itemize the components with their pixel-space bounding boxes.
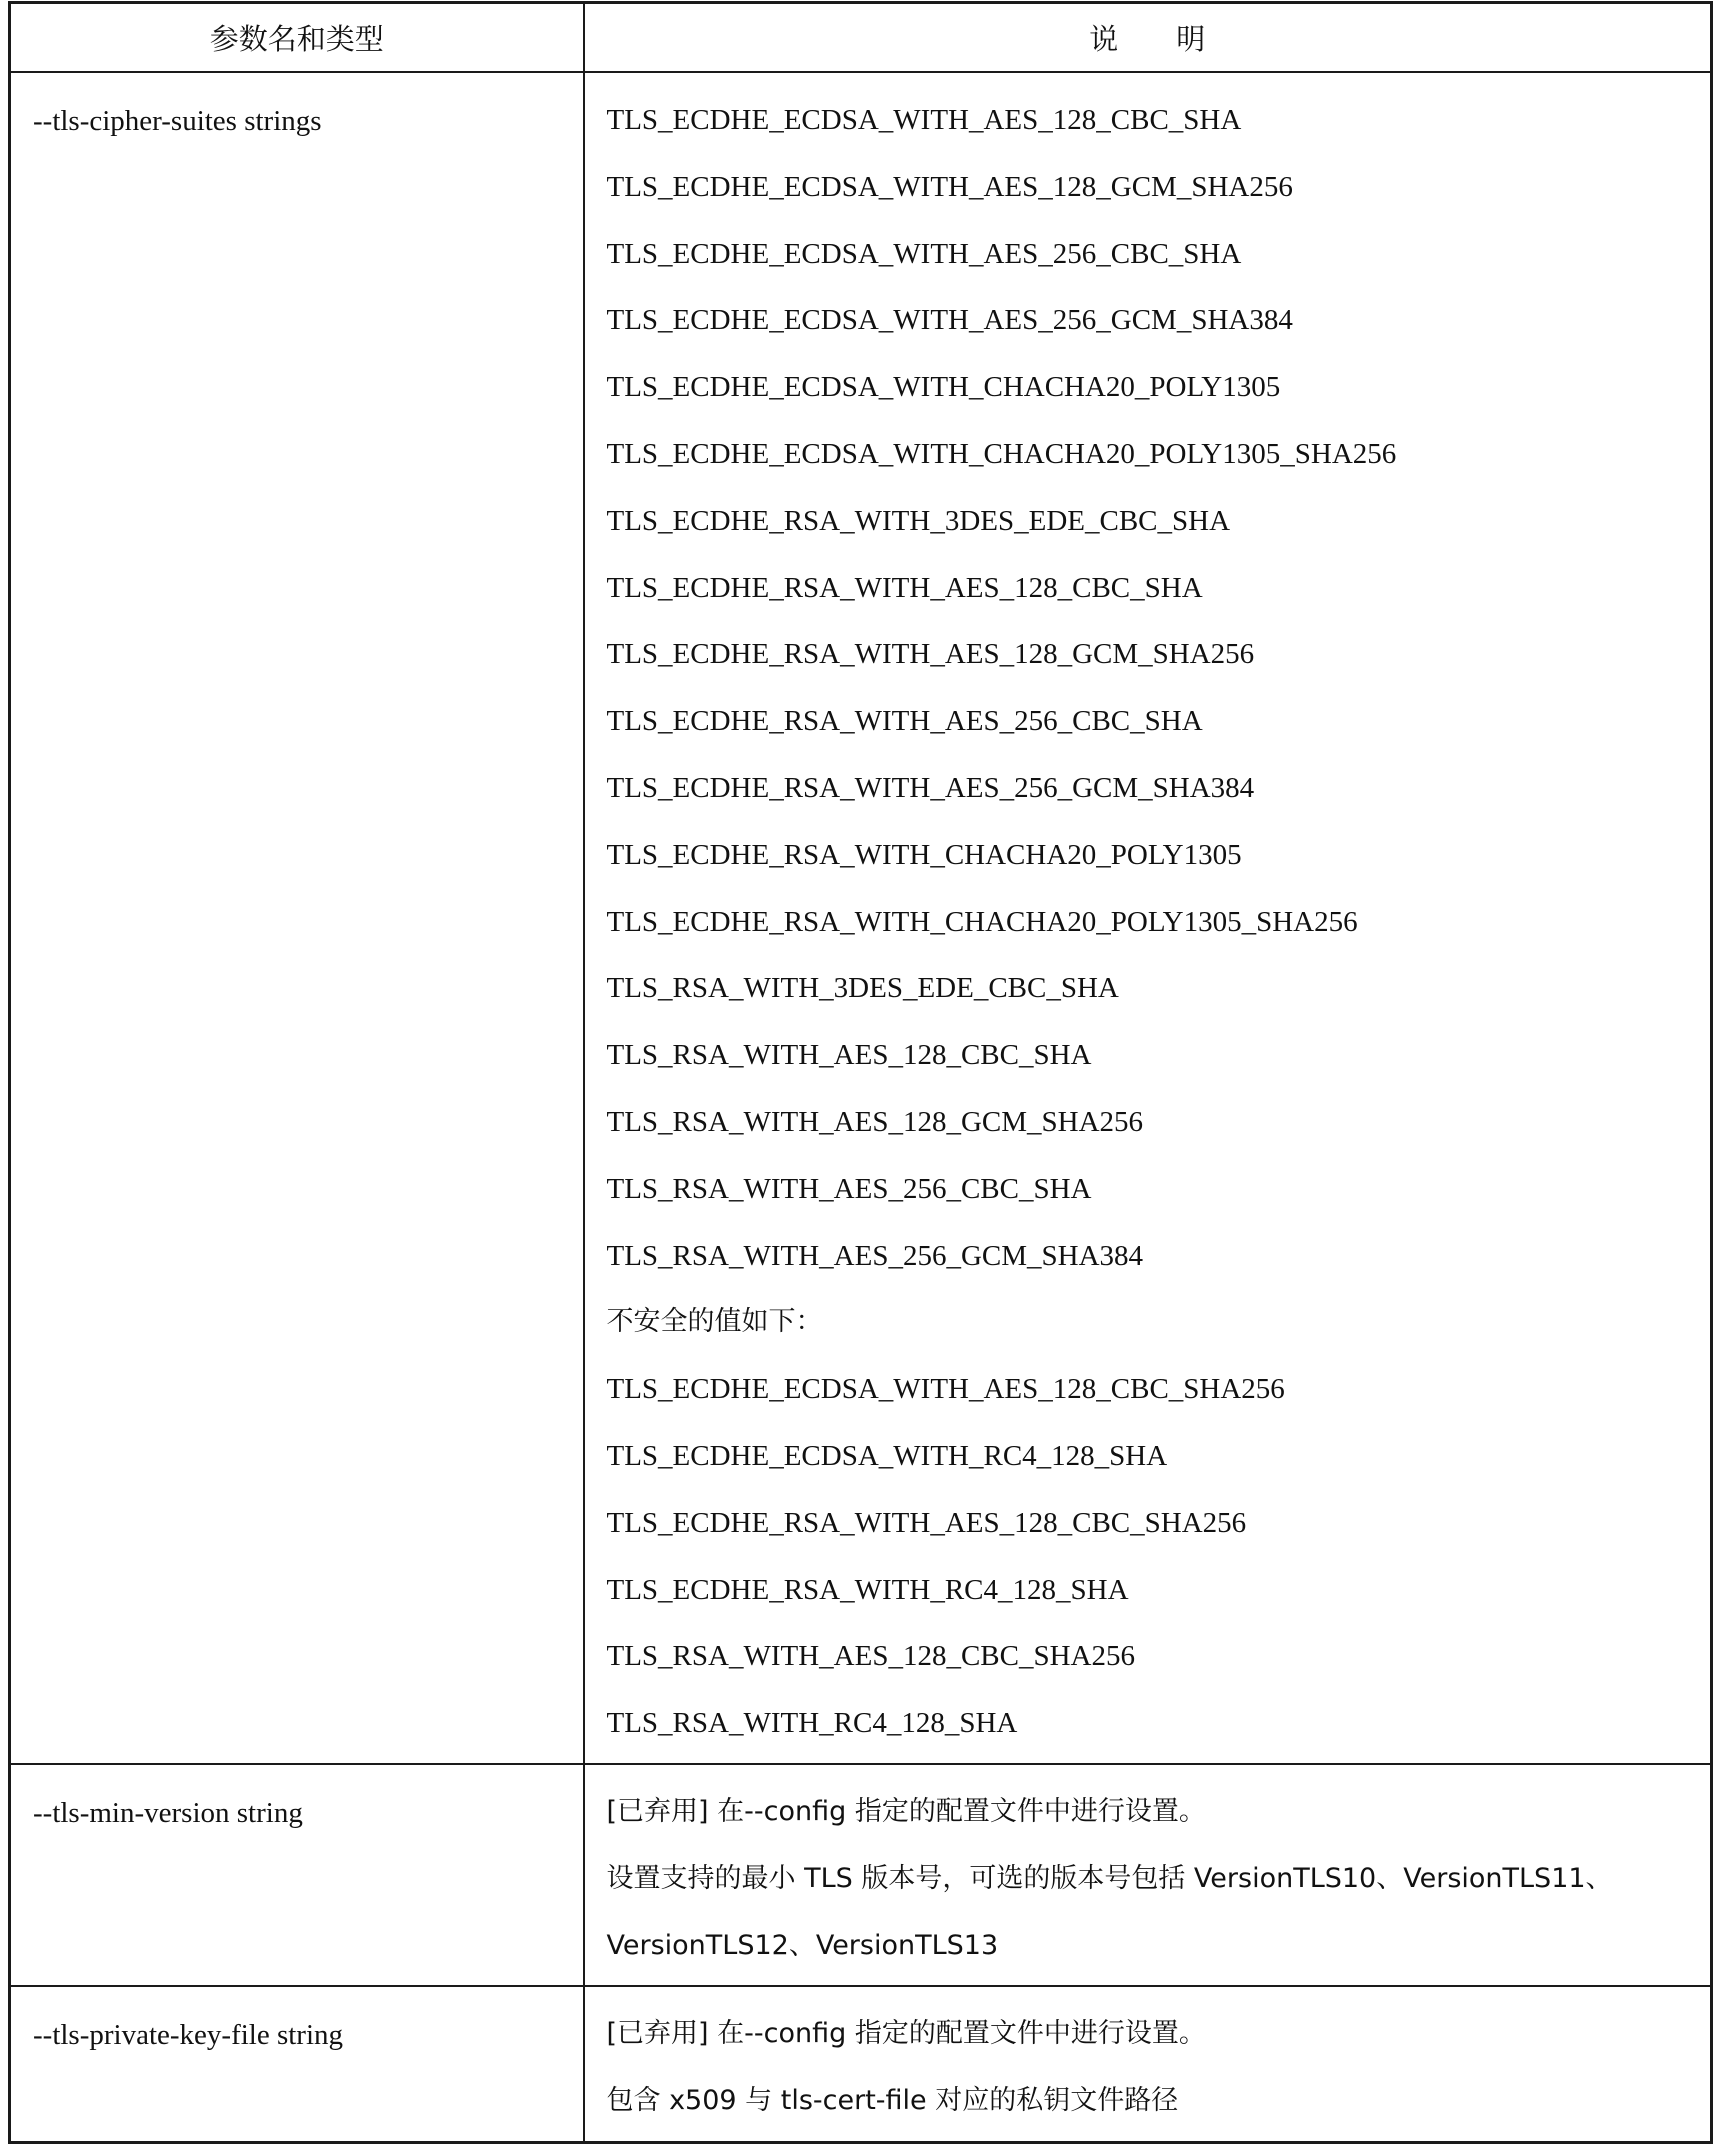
param-cell: --tls-cipher-suites strings: [10, 72, 584, 1764]
cipher-suite-line: TLS_ECDHE_ECDSA_WITH_CHACHA20_POLY1305: [606, 371, 1281, 404]
cipher-suite-line: TLS_ECDHE_RSA_WITH_AES_128_CBC_SHA: [606, 571, 1203, 604]
header-description: [584, 3, 1712, 73]
table-body: [10, 72, 1712, 2142]
cipher-suite-line: TLS_ECDHE_RSA_WITH_AES_256_GCM_SHA384: [606, 771, 1255, 804]
cipher-suite-line: TLS_ECDHE_RSA_WITH_CHACHA20_POLY1305_SHA256: [606, 905, 1358, 938]
cipher-suite-line: TLS_ECDHE_ECDSA_WITH_AES_128_GCM_SHA256: [606, 170, 1293, 203]
description-cell: [584, 1986, 1712, 2142]
cipher-suite-line: TLS_RSA_WITH_RC4_128_SHA: [606, 1707, 1018, 1740]
cipher-suite-line: TLS_ECDHE_RSA_WITH_AES_128_CBC_SHA256: [606, 1506, 1247, 1539]
description-line: [已弃用] 在--config 指定的配置文件中进行设置。: [606, 2018, 1206, 2050]
parameter-table: [8, 1, 1713, 2144]
table-row: [10, 72, 1712, 1764]
table-row: [10, 1986, 1712, 2142]
header-description-label: 说明: [1089, 22, 1264, 56]
description-line: 设置支持的最小 TLS 版本号，可选的版本号包括 VersionTLS10、VersionTLS11、VersionTLS12、VersionTLS13: [606, 1862, 1613, 1961]
cipher-suite-line: TLS_RSA_WITH_AES_256_GCM_SHA384: [606, 1239, 1144, 1272]
param-cell: --tls-min-version string: [10, 1764, 584, 1986]
cipher-suite-line: TLS_ECDHE_RSA_WITH_AES_128_GCM_SHA256: [606, 638, 1255, 671]
cipher-suite-line: TLS_RSA_WITH_AES_128_CBC_SHA256: [606, 1640, 1135, 1673]
cipher-suite-line: TLS_ECDHE_RSA_WITH_RC4_128_SHA: [606, 1573, 1129, 1606]
description-cell: [584, 72, 1712, 1764]
table-row: [10, 1764, 1712, 1986]
table-header-row: [10, 3, 1712, 73]
cipher-suite-line: TLS_RSA_WITH_AES_128_CBC_SHA: [606, 1039, 1092, 1072]
description-cell: [584, 1764, 1712, 1986]
param-cell: --tls-private-key-file string: [10, 1986, 584, 2142]
cipher-suite-line: TLS_ECDHE_RSA_WITH_AES_256_CBC_SHA: [606, 705, 1203, 738]
cipher-suite-line: TLS_ECDHE_ECDSA_WITH_AES_256_GCM_SHA384: [606, 304, 1293, 337]
cipher-suite-line: TLS_RSA_WITH_AES_128_GCM_SHA256: [606, 1105, 1144, 1138]
cipher-suite-line: TLS_ECDHE_ECDSA_WITH_AES_128_CBC_SHA: [606, 104, 1242, 136]
cipher-suite-line: TLS_ECDHE_ECDSA_WITH_RC4_128_SHA: [606, 1439, 1168, 1472]
cipher-suite-line: TLS_RSA_WITH_AES_256_CBC_SHA: [606, 1172, 1092, 1205]
insecure-values-label: 不安全的值如下：: [606, 1306, 823, 1338]
description-line: [已弃用] 在--config 指定的配置文件中进行设置。: [606, 1795, 1206, 1827]
cipher-suite-line: TLS_ECDHE_RSA_WITH_3DES_EDE_CBC_SHA: [606, 504, 1231, 537]
cipher-suite-line: TLS_ECDHE_ECDSA_WITH_AES_128_CBC_SHA256: [606, 1373, 1285, 1406]
cipher-suite-line: TLS_RSA_WITH_3DES_EDE_CBC_SHA: [606, 972, 1119, 1005]
cipher-suite-line: TLS_ECDHE_ECDSA_WITH_CHACHA20_POLY1305_SHA256: [606, 437, 1397, 470]
description-line: 包含 x509 与 tls-cert-file 对应的私钥文件路径: [606, 2085, 1179, 2117]
cipher-suite-line: TLS_ECDHE_ECDSA_WITH_AES_256_CBC_SHA: [606, 237, 1242, 270]
cipher-suite-line: TLS_ECDHE_RSA_WITH_CHACHA20_POLY1305: [606, 838, 1242, 871]
header-param-name-type: 参数名和类型: [10, 3, 584, 73]
